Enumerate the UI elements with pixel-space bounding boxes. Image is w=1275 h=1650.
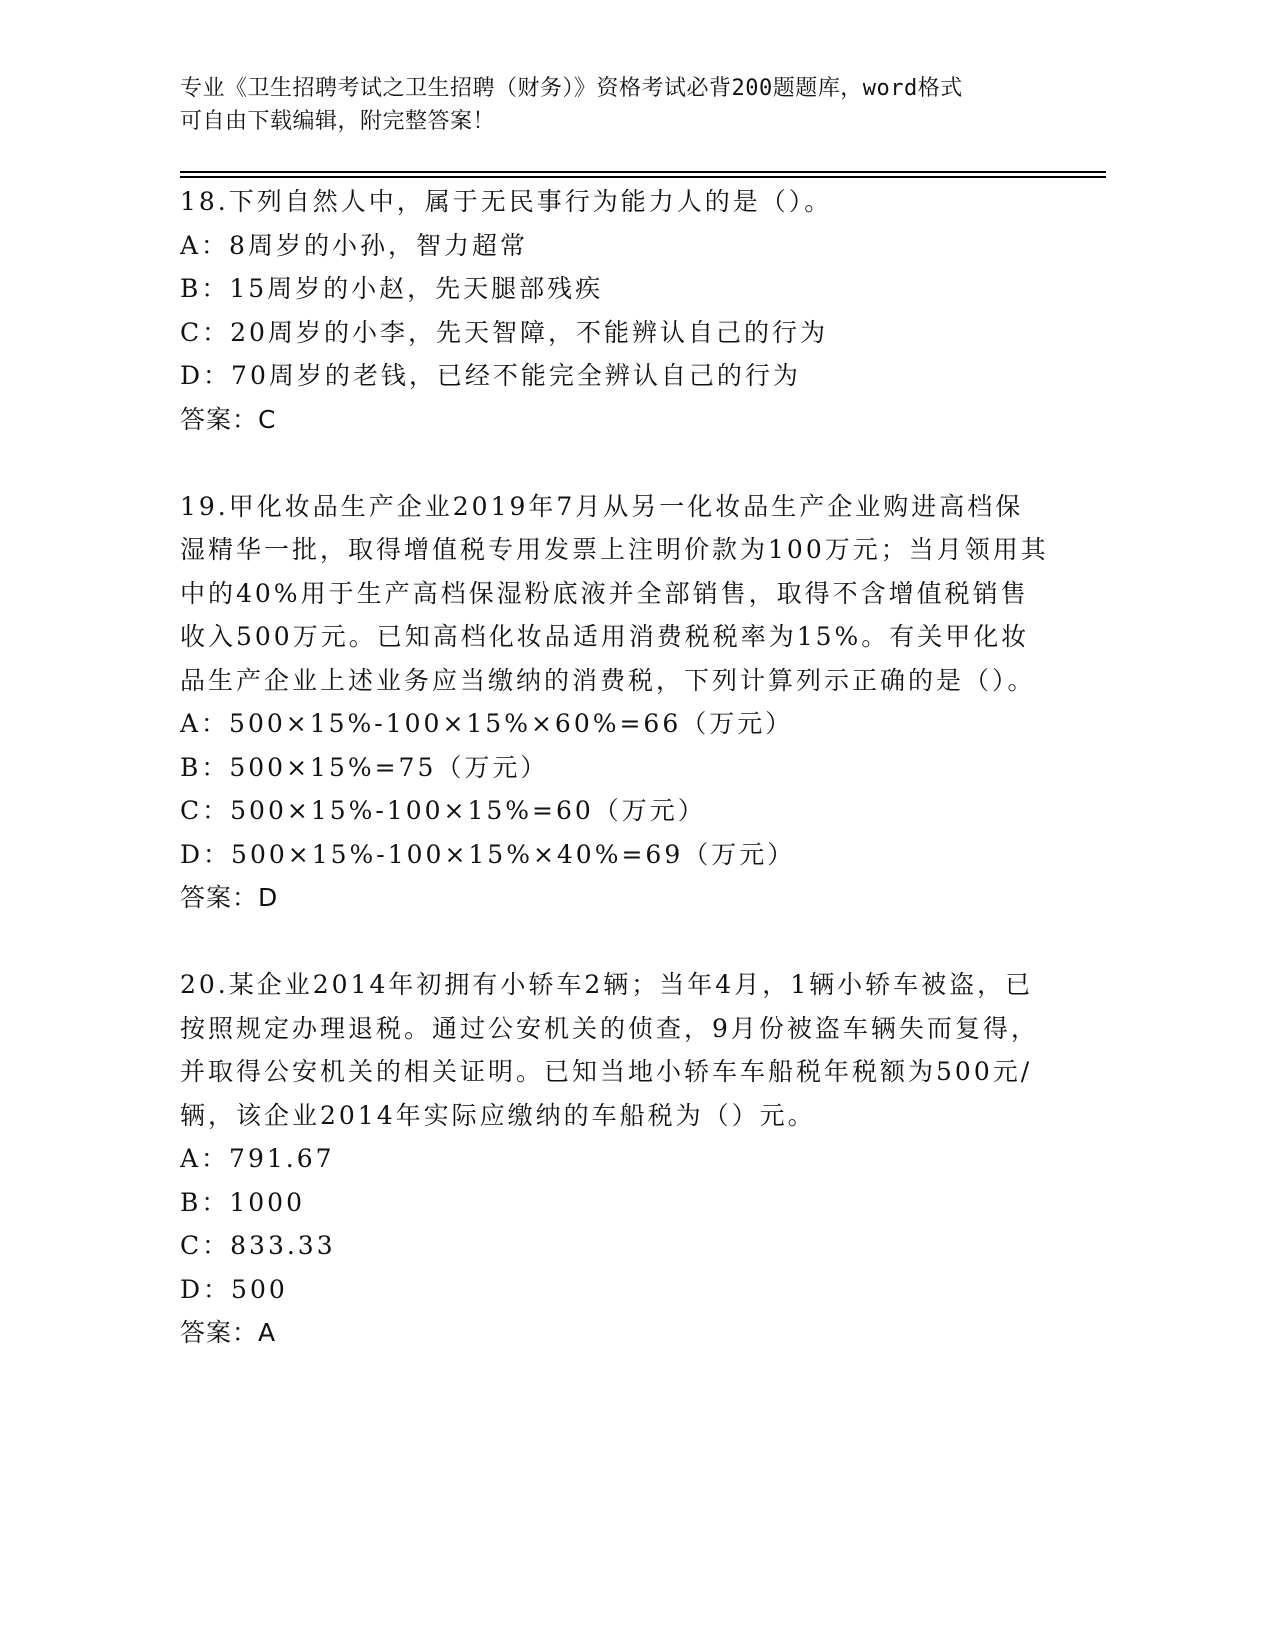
answer-label: 答案：A [180, 1318, 277, 1347]
option-b: B：15周岁的小赵，先天腿部残疾 [180, 274, 604, 303]
spacer [180, 920, 1050, 964]
header-line-1: 专业《卫生招聘考试之卫生招聘（财务）》资格考试必背200题题库，word格式 [180, 76, 963, 101]
option-d: D：500 [180, 1274, 288, 1304]
question-text: 20.某企业2014年初拥有小轿车2辆；当年4月，1辆小轿车被盗，已按照规定办理退税。通过公安机关的侦查，9月份被盗车辆失而复得，并取得公安机关的相关证明。已知当地小轿车车船税年税额为500元/辆，该企业2014年实际应缴纳的车船税为（）元。 [180, 970, 1039, 1130]
question-18 [180, 180, 1050, 441]
option-b: B：500×15%=75（万元） [180, 752, 549, 782]
option-c: C：500×15%-100×15%=60（万元） [180, 796, 706, 825]
answer-label: 答案：D [180, 883, 279, 912]
spacer [180, 441, 1050, 485]
question-text: 18.下列自然人中，属于无民事行为能力人的是（）。 [180, 187, 833, 216]
option-b: B：1000 [180, 1187, 305, 1217]
option-c: C：20周岁的小李，先天智障，不能辨认自己的行为 [180, 317, 828, 347]
option-a: A：791.67 [180, 1144, 335, 1173]
answer-label: 答案：C [180, 404, 277, 434]
header-divider-bottom [180, 176, 1106, 178]
option-d: D：70周岁的老钱，已经不能完全辨认自己的行为 [180, 361, 801, 390]
question-text: 19.甲化妆品生产企业2019年7月从另一化妆品生产企业购进高档保湿精华一批，取得增值税专用发票上注明价款为100万元；当月领用其中的40%用于生产高档保湿粉底液并全部销售，取得不含增值税销售收入500万元。已知高档化妆品适用消费税税率为15%。有关甲化妆品生产企业上述业务应当缴纳的消费税，下列计算列示正确的是（）。 [180, 491, 1049, 695]
document-header [180, 72, 1060, 138]
question-19 [180, 485, 1050, 920]
header-divider-top [180, 171, 1106, 173]
option-d: D：500×15%-100×15%×40%=69（万元） [180, 839, 796, 869]
option-c: C：833.33 [180, 1231, 336, 1260]
option-a: A：8周岁的小孙，智力超常 [180, 230, 528, 260]
option-a: A：500×15%-100×15%×60%=66（万元） [180, 709, 794, 738]
question-20 [180, 963, 1050, 1355]
header-line-2: 可自由下载编辑，附完整答案！ [180, 109, 496, 134]
question-list [180, 180, 1050, 1355]
